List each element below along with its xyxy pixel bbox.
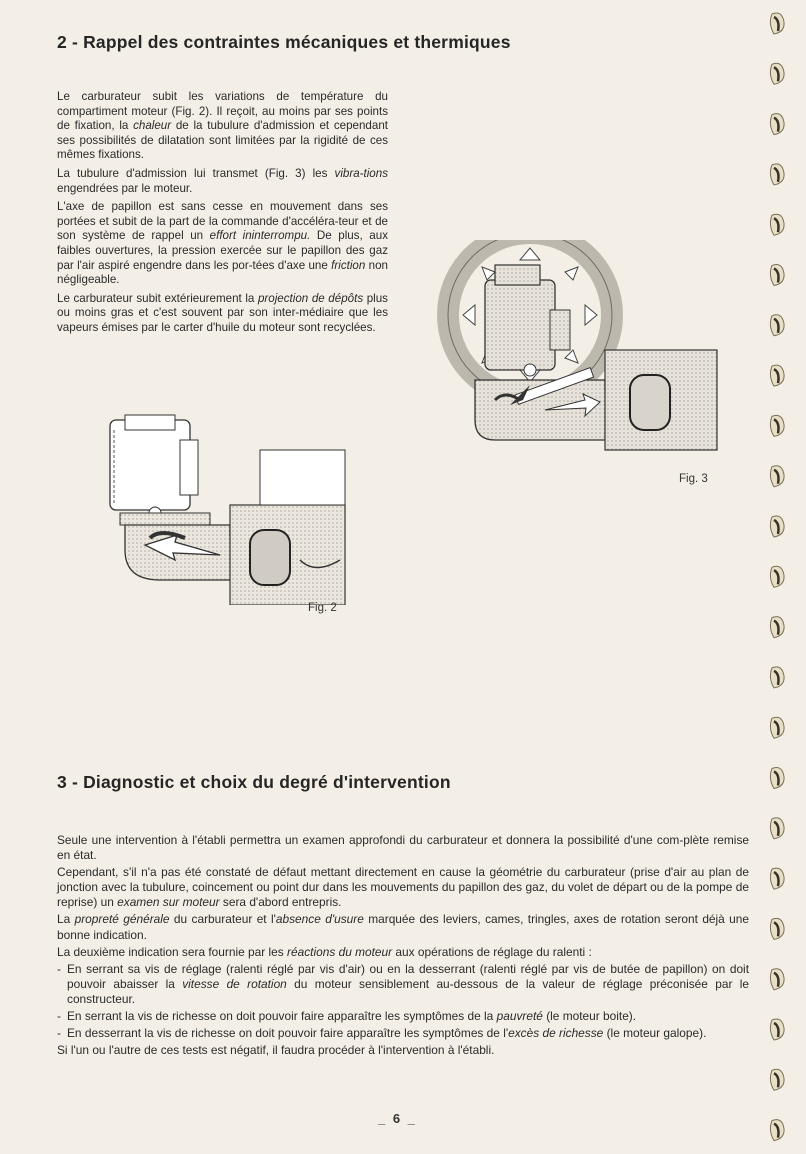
section-3-body (57, 833, 749, 1060)
bullet-dash: - (57, 1009, 61, 1024)
paragraph: Si l'un ou l'autre de ces tests est négatif, il faudra procéder à l'intervention à l'établi. (57, 1043, 495, 1058)
paragraph: La propreté générale du carburateur et l'absence d'usure marquée des leviers, cames, tringles, axes de rotation seront déjà une bonne indication. (57, 912, 750, 942)
paragraph: Seule une intervention à l'établi permettra un examen approfondi du carburateur et donnera la possibilité d'une com-plète remise en état. (57, 833, 749, 863)
emphasis: chaleur (133, 119, 172, 133)
bullet-dash: - (57, 961, 61, 976)
bullet-dash: - (57, 1026, 61, 1041)
emphasis: propreté générale (74, 912, 170, 927)
fig2-caption: Fig. 2 (308, 602, 337, 614)
emphasis: vibra-tions (334, 166, 388, 180)
paragraph: La deuxième indication sera fournie par les réactions du moteur aux opérations de réglage du ralenti : (57, 944, 592, 959)
emphasis: excès de richesse (508, 1026, 604, 1041)
section-2-body (57, 90, 388, 340)
list-item-text: En desserrant la vis de richesse on doit pouvoir faire apparaître les symptômes de l'excès de richesse (le moteur galope). (67, 1026, 707, 1041)
list-item (57, 1009, 749, 1024)
emphasis: absence d'usure (275, 912, 364, 927)
section-3-heading: 3 - Diagnostic et choix du degré d'intervention (57, 772, 451, 792)
list-item (57, 962, 749, 1007)
paragraph: L'axe de papillon est sans cesse en mouvement dans ses portées et subit de la part de la commande d'accéléra-teur et de son système de rappel un effort ininterrompu. De plus, aux faibles ouvertures, la pression exercée sur le papillon des gaz par l'air aspiré engendre dans les por-tées d'axe une friction non négligeable. (57, 200, 388, 287)
fig3-caption: Fig. 3 (679, 473, 708, 485)
emphasis: projection de dépôts (257, 291, 364, 305)
emphasis: vitesse de rotation (182, 976, 287, 991)
paragraph: Le carburateur subit extérieurement la projection de dépôts plus ou moins gras et c'est souvent par son inter-médiaire que les vapeurs émises par le carter d'huile du moteur sont recyclées. (57, 291, 388, 334)
fig2-illustration (100, 410, 360, 605)
emphasis: examen sur moteur (117, 895, 220, 910)
section-2-heading: 2 - Rappel des contraintes mécaniques et thermiques (57, 32, 511, 52)
binder-ring-icons (758, 0, 798, 1149)
emphasis: friction (331, 258, 366, 272)
paragraph: Le carburateur subit les variations de température du compartiment moteur (Fig. 2). Il reçoit, au moins par ses points de fixation, la chaleur de la tubulure d'admission et cependant ses possibilités de dilatation sont limitées par la rigidité de ces mêmes fixations. (57, 90, 388, 162)
emphasis: effort ininterrompu. (209, 229, 311, 243)
page-number: _ 6 _ (378, 1111, 417, 1126)
paragraph: La tubulure d'admission lui transmet (Fig. 3) les vibra-tions engendrées par le moteur. (57, 166, 388, 195)
list-item (57, 1026, 749, 1041)
emphasis: réactions du moteur (287, 944, 393, 959)
paragraph: Cependant, s'il n'a pas été constaté de défaut mettant directement en cause la géométrie du carburateur (prise d'air au plan de jonction avec la tubulure, coincement ou point dur dans les mouvements du papillon des gaz, du volet de départ ou de la pompe de reprise) un examen sur moteur sera d'abord entrepris. (57, 865, 749, 910)
emphasis: pauvreté (496, 1009, 543, 1024)
fig3-illustration (435, 240, 725, 470)
list-item-text: En serrant sa vis de réglage (ralenti réglé par vis d'air) ou en la desserrant (ralenti réglé par vis de butée de papillon) on doit pouvoir abaisser la vitesse de rotation du moteur sensiblement au-dessous de la valeur de réglage préconisée par le constructeur. (67, 961, 749, 1006)
list-item-text: En serrant la vis de richesse on doit pouvoir faire apparaître les symptômes de la pauvreté (le moteur boite). (67, 1009, 637, 1024)
binder-holes (758, 0, 798, 1149)
